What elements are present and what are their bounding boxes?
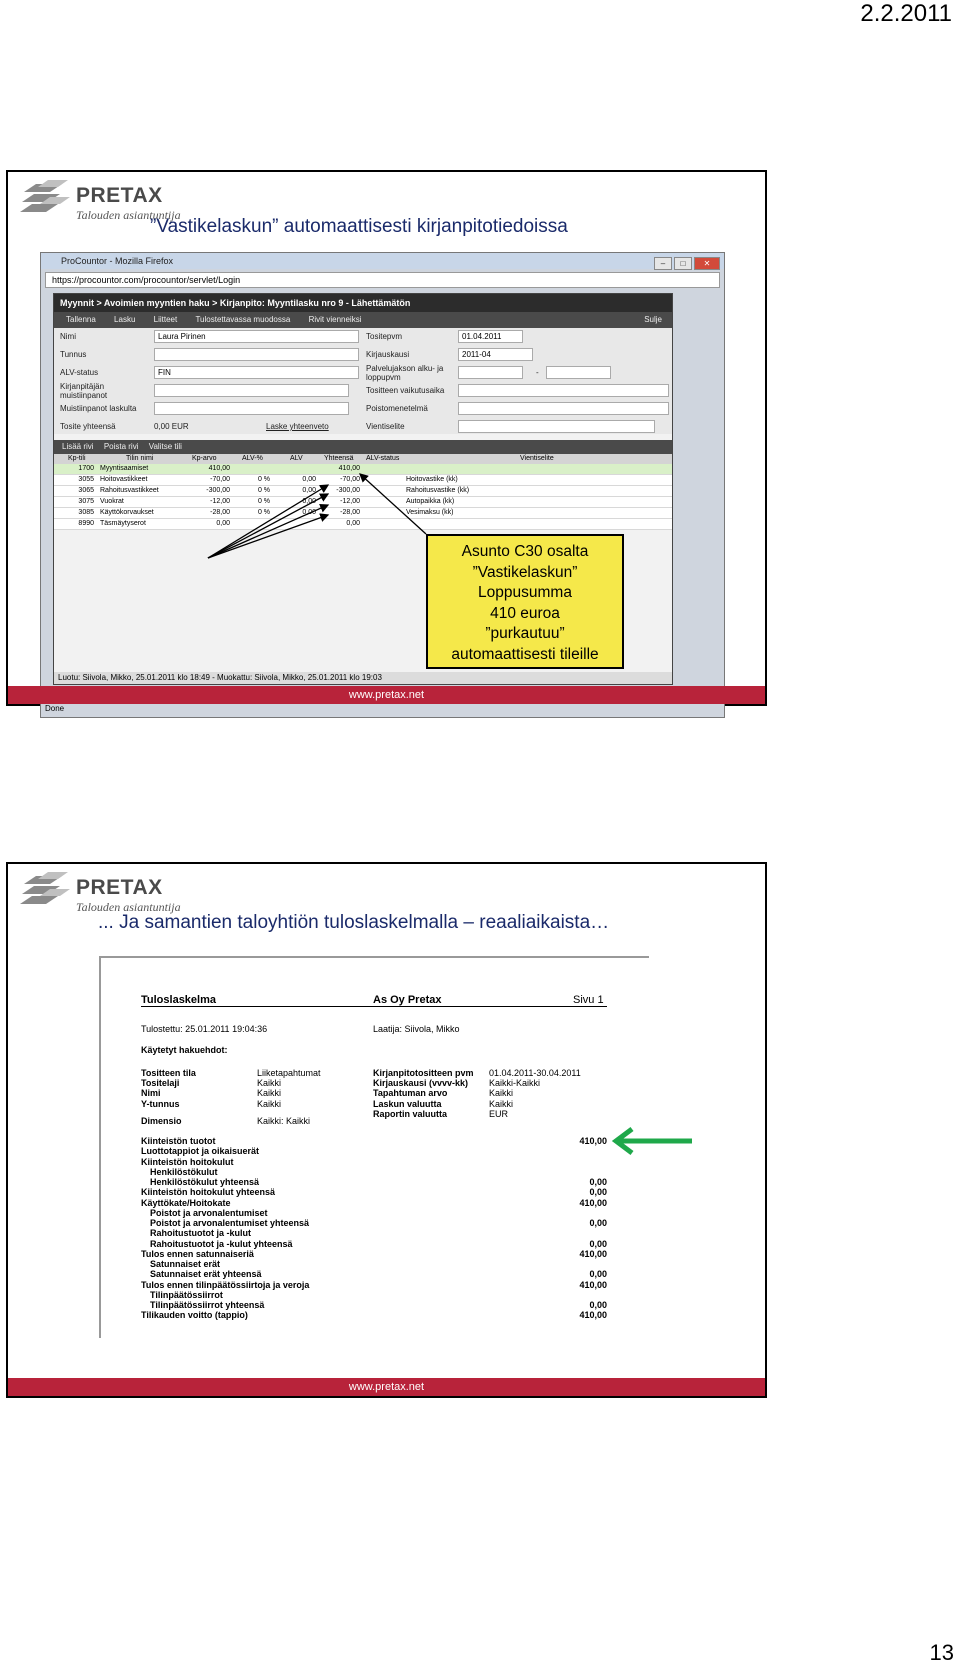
breadcrumb: Myynnit > Avoimien myyntien haku > Kirjanpito: Myyntilasku nro 9 - Lähettämätön [54,294,672,312]
callout-line: Loppusumma [478,584,572,601]
table-cell: 0 % [257,509,270,516]
form-label: Tunnus [60,350,87,359]
vat-status-select[interactable]: FIN [154,366,359,379]
arrow-line [208,494,328,558]
callout-line: 410 euroa [490,604,560,622]
table-cell: 0,00 [346,520,360,527]
form-label: Tosite yhteensä [60,422,116,431]
report-line-value: 410,00 [579,1248,607,1259]
logo-name: PRETAX [76,876,163,899]
form-label: Tositteen vaikutusaika [366,386,445,395]
form-label: Nimi [60,332,76,341]
report-line-label: Satunnaiset erät yhteensä [150,1269,262,1280]
browser-done-status: Done [45,704,65,713]
report-line-label: Kiinteistön tuotot [141,1136,216,1146]
green-arrow-icon [606,1126,694,1156]
callout-line: ”Vastikelaskun” [472,563,578,581]
report-company: As Oy Pretax [373,994,442,1006]
table-cell: 0 % [257,476,270,483]
table-cell: 3085 [78,509,94,516]
period-separator: - [536,368,539,377]
criteria-value: Kaikki-Kaikki [489,1078,541,1089]
url-text: https://procountor.com/procountor/servlet/Login [52,275,241,285]
table-cell: 3075 [78,498,94,505]
report-line-label: Satunnaiset erät [150,1259,221,1269]
table-cell: Vesimaksu (kk) [406,509,454,516]
criteria-label: Y-tunnus [141,1098,180,1109]
report-printed: Tulostettu: 25.01.2011 19:04:36 [141,1024,268,1034]
table-cell: -70,00 [210,476,230,483]
table-cell: 3065 [78,487,94,494]
toolbar-rows-button[interactable]: Rivit vienneiksi [308,315,362,324]
report-page: Sivu 1 [573,994,604,1006]
logo-tagline: Talouden asiantuntija [76,900,181,914]
slide-2 [6,862,767,1398]
report-line-label: Tilikauden voitto (tappio) [141,1310,248,1321]
toolbar-print-button[interactable]: Tulostettavassa muodossa [195,315,291,324]
col-header: Yhteensä [324,455,354,462]
criteria-label: Laskun valuutta [373,1098,442,1109]
report-line-label: Luottotappiot ja oikaisuerät [141,1146,260,1157]
table-cell: 0,00 [302,509,316,516]
table-cell: -300,00 [336,487,360,494]
toolbar-save-button[interactable]: Tallenna [66,315,96,324]
voucher-date-field[interactable]: 01.04.2011 [458,330,523,343]
voucher-total: 0,00 EUR [154,422,189,431]
form-label: Tositepvm [366,332,403,341]
slide-footer: www.pretax.net [8,1378,765,1396]
criteria-label: Tositteen tila [141,1068,196,1078]
callout-line: Asunto C30 osalta [461,543,589,560]
col-header: Tilin nimi [126,455,154,462]
criteria-label: Tapahtuman arvo [373,1088,448,1099]
report-line-value: 0,00 [589,1177,607,1187]
form-label: Palvelujakson alku- ja loppupvm [366,364,444,382]
report-line-label: Poistot ja arvonalentumiset [150,1207,268,1218]
close-icon[interactable]: ✕ [694,257,720,270]
report-line-label: Tilinpäätössiirrot yhteensä [150,1300,265,1310]
table-cell: 0 % [257,498,270,505]
report-line-label: Henkilöstökulut yhteensä [150,1177,260,1187]
table-cell: Rahoitusvastikkeet [100,487,159,494]
calculate-summary-link[interactable]: Laske yhteenveto [266,422,329,431]
criteria-value: EUR [489,1108,509,1119]
income-statement-report [99,956,649,1338]
arrow-line [208,505,328,558]
period-field[interactable]: 2011-04 [458,348,533,361]
arrow-line [360,474,426,534]
table-cell: 8990 [78,520,94,527]
report-line-label: Rahoitustuotot ja -kulut yhteensä [150,1238,293,1249]
report-line-value: 0,00 [589,1238,607,1249]
app-status-bar: Luotu: Siivola, Mikko, 25.01.2011 klo 18:49 - Muokattu: Siivola, Mikko, 25.01.2011 klo 19:03 [54,672,672,684]
pointer-arrows [8,172,765,704]
dimension-value: Kaikki: Kaikki [257,1116,311,1126]
pretax-logo-icon [22,870,74,910]
table-cell: Myyntisaamiset [100,465,149,472]
maximize-icon[interactable]: □ [674,257,692,270]
report-line-value: 410,00 [579,1136,607,1146]
add-row-button[interactable]: Lisää rivi [62,442,94,451]
col-header: ALV [290,455,303,462]
form-label: Kirjanpitäjän muistiinpanot [60,382,108,400]
report-line-label: Käyttökate/Hoitokate [141,1197,231,1208]
table-cell: 0,00 [216,520,230,527]
report-line-label: Kiinteistön hoitokulut yhteensä [141,1187,276,1198]
report-line-value: 410,00 [579,1310,607,1321]
callout-line: ”purkautuu” [485,625,565,642]
criteria-value: 01.04.2011-30.04.2011 [489,1068,581,1078]
col-header: Kp-arvo [192,455,217,462]
table-cell: 0,00 [302,498,316,505]
criteria-label: Nimi [141,1088,161,1099]
table-cell: Käyttökorvaukset [100,509,154,516]
criteria-value: Kaikki [257,1098,282,1109]
table-cell: -28,00 [340,509,360,516]
logo-tagline: Talouden asiantuntija [76,208,181,222]
table-cell: Hoitovastike (kk) [406,476,458,483]
table-cell: -12,00 [340,498,360,505]
table-cell: -28,00 [210,509,230,516]
page-number: 13 [929,1640,954,1665]
report-line-label: Rahoitustuotot ja -kulut [150,1228,251,1239]
table-cell: Autopaikka (kk) [406,498,455,505]
slide-title: ... Ja samantien taloyhtiön tuloslaskelmalla – reaaliaikaista… [98,912,610,933]
report-line-value: 410,00 [579,1197,607,1208]
report-line-label: Henkilöstökulut [150,1166,218,1177]
table-cell: 0,00 [302,487,316,494]
col-header: ALV-status [366,455,400,462]
delete-row-button[interactable]: Poista rivi [103,442,139,451]
report-line-value: 410,00 [579,1279,607,1290]
callout-line: automaattisesti tileille [451,645,599,663]
minimize-icon[interactable]: – [654,257,672,270]
criteria-heading: Käytetyt hakuehdot: [141,1045,228,1055]
criteria-label: Kirjauskausi (vvvv-kk) [373,1078,469,1089]
criteria-value: Kaikki [257,1088,282,1099]
window-title: ProCountor - Mozilla Firefox [61,256,174,266]
criteria-value: Kaikki [489,1088,514,1099]
table-cell: -300,00 [206,487,230,494]
report-line-label: Tulos ennen satunnaiseriä [141,1248,254,1259]
table-cell: 410,00 [338,465,360,472]
criteria-value: Liiketapahtumat [257,1068,321,1078]
report-line-value: 0,00 [589,1218,607,1228]
slide-footer: www.pretax.net [8,686,765,704]
table-cell: 3055 [78,476,94,483]
table-cell: 0 % [257,487,270,494]
form-label: Muistiinpanot laskulta [60,404,137,413]
slide-1 [6,170,767,713]
table-cell: Rahoitusvastike (kk) [406,487,470,494]
page-date: 2.2.2011 [860,0,952,27]
table-cell: Täsmäytyserot [100,520,146,527]
report-line-label: Tilinpäätössiirrot [150,1289,223,1300]
report-author: Laatija: Siivola, Mikko [373,1024,460,1034]
select-account-button[interactable]: Valitse tili [148,442,182,451]
col-header: Kp-tili [68,455,86,462]
criteria-value: Kaikki [257,1078,282,1089]
callout-box [426,534,624,669]
col-header: ALV-% [242,455,263,462]
table-cell: Hoitovastikkeet [100,476,148,483]
col-header: Vientiselite [520,455,554,462]
criteria-value: Kaikki [489,1098,514,1109]
report-line-label: Kiinteistön hoitokulut [141,1156,234,1167]
dimension-label: Dimensio [141,1116,182,1126]
report-line-value: 0,00 [589,1187,607,1198]
table-cell: -70,00 [340,476,360,483]
report-line-label: Tulos ennen tilinpäätössiirtoja ja veroja [141,1279,310,1290]
toolbar-attachments-button[interactable]: Liitteet [153,315,178,324]
toolbar-invoice-button[interactable]: Lasku [114,315,136,324]
table-cell: 1700 [78,465,94,472]
report-divider [141,1006,607,1007]
table-cell: 0,00 [302,476,316,483]
form-label: Vientiselite [366,422,405,431]
arrow-lines [208,474,426,558]
form-label: Kirjauskausi [366,350,410,359]
criteria-label: Tositelaji [141,1078,180,1089]
toolbar-close-button[interactable]: Sulje [644,315,662,324]
table-cell: 410,00 [208,465,230,472]
report-line-value: 0,00 [589,1300,607,1310]
table-cell: -12,00 [210,498,230,505]
criteria-label: Raportin valuutta [373,1108,448,1119]
report-name: Tuloslaskelma [141,994,216,1006]
form-label: ALV-status [60,368,99,377]
form-label: Poistomenetelmä [366,404,428,413]
criteria-label: Kirjanpitotositteen pvm [373,1068,474,1078]
table-cell: Vuokrat [100,498,124,505]
pretax-logo [22,870,222,914]
report-line-value: 0,00 [589,1269,607,1280]
slide-title: ”Vastikelaskun” automaattisesti kirjanpitotiedoissa [150,216,568,237]
name-field[interactable]: Laura Pirinen [154,330,359,343]
logo-name: PRETAX [76,184,163,207]
report-line-label: Poistot ja arvonalentumiset yhteensä [150,1218,310,1228]
